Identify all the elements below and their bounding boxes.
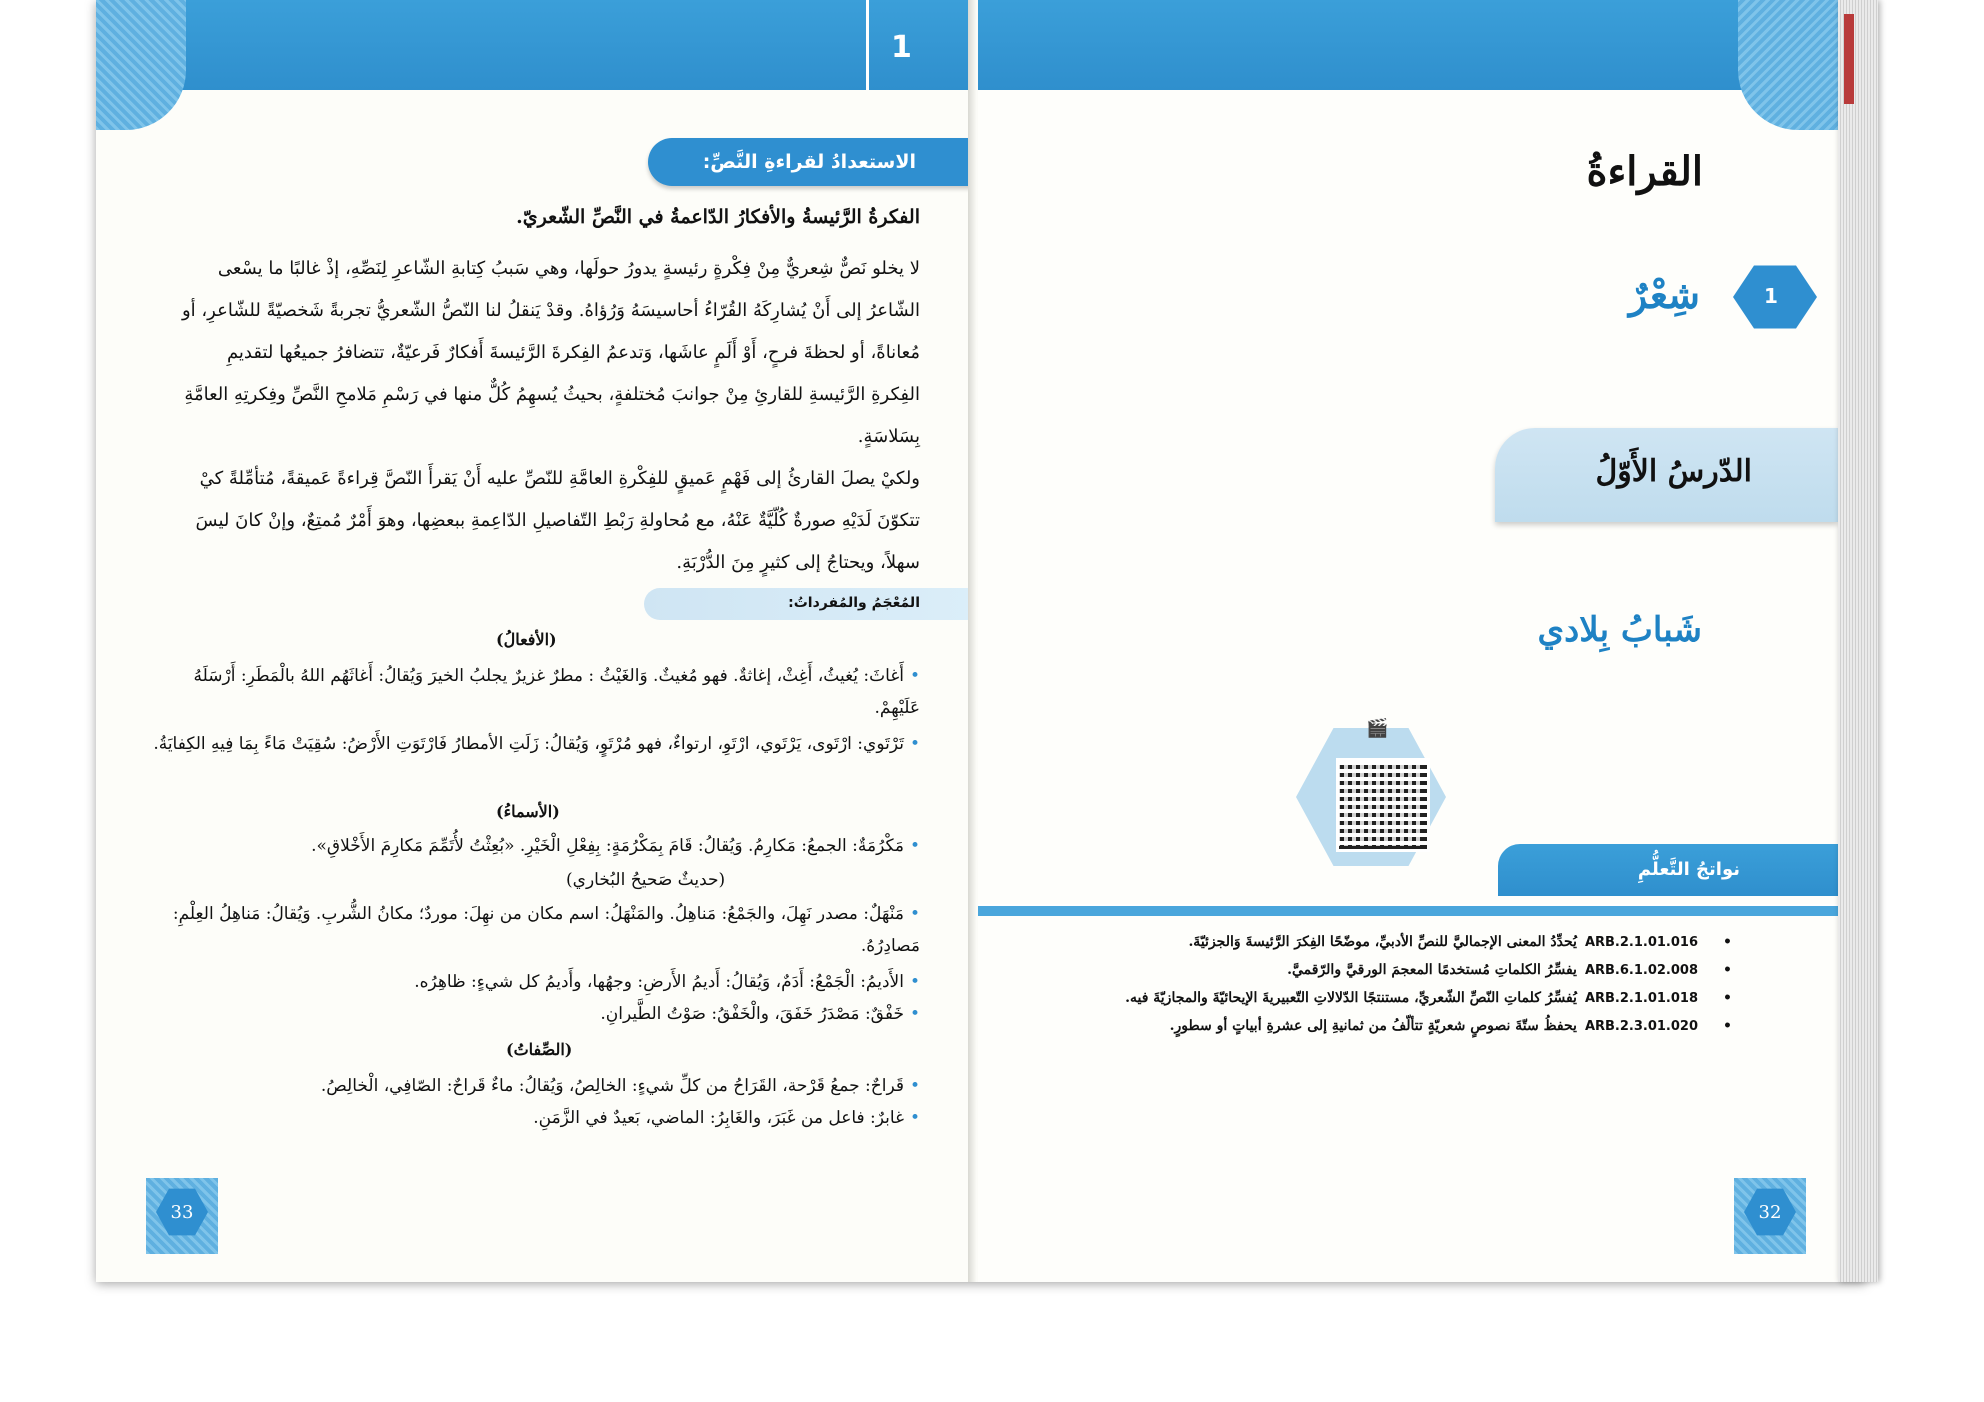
corner-texture bbox=[96, 0, 186, 130]
corner-texture bbox=[1738, 0, 1838, 130]
bullet-dot-icon: • bbox=[909, 1076, 920, 1096]
entry-text: مَنْهَلٌ: مصدر نَهِلَ، والجَمْعُ: مَناهِلُ. والمَنْهَلُ: اسم مكان من نهِلَ: موردٌ؛ مكانُ الشُّربِ. وَيُقالُ: مَناهِلُ العِلْمِ: مَصادِرُهُ. bbox=[172, 904, 920, 956]
entry-text: مَكْرُمَةٌ: الجمعُ: مَكارِمُ. وَيُقالُ: قَامَ بِمَكْرُمَةٍ: بِفِعْلِ الْخَيْرِ. «بُعِثْتُ لأُتَمِّمَ مَكارِمَ الأَخْلاقِ». bbox=[311, 836, 904, 856]
bullet-dot-icon: • bbox=[909, 1108, 920, 1128]
vocab-entry bbox=[150, 830, 920, 862]
right-header-band bbox=[978, 0, 1838, 90]
lead-heading: الفكرةُ الرَّئيسةُ والأفكارُ الدّاعمةُ في النَّصِّ الشّعريّ. bbox=[516, 206, 920, 228]
page-edges bbox=[1838, 0, 1878, 1282]
outcome-text: يفسِّرُ الكلماتِ مُستخدمًا المعجمَ الورقيَّ والرّقميَّ. bbox=[1287, 962, 1577, 978]
entry-text: قَراحٌ: جمعُ قَرْحة، القَرَاحُ من كلِّ شيءٍ: الخالِصُ، وَيُقالُ: ماءٌ قَراحٌ: الصّافِي، الْخالِصُ. bbox=[320, 1076, 904, 1096]
page-number: 33 bbox=[170, 1202, 194, 1223]
vocab-entry bbox=[150, 660, 920, 724]
outcomes-heading: نواتجُ التَّعلُّمِ bbox=[1637, 859, 1740, 880]
verbs-label: (الأفعالُ) bbox=[496, 630, 557, 649]
qr-code-pattern bbox=[1336, 758, 1424, 846]
unit-label: شِعْرٌ bbox=[1628, 272, 1700, 317]
paragraph-1: لا يخلو نَصٌّ شِعريٌّ مِنْ فِكْرةٍ رئيسةٍ يدورُ حولَها، وهي سَببُ كِتابةِ الشّاعرِ لِنَصِّهِ، إذْ غالبًا ما يسْعى الشّاعرُ إلى أَنْ يُشارِكَهُ القُرّاءُ أحاسيسَهُ وَرُؤاهُ. وقدْ يَنقلُ لنا النّصُّ الشّعريُّ تجربةً شَخصيّةً للشّاعرِ، أو مُعاناةً، أو لحظةَ فرحٍ، أَوْ أَلَمٍ عاشَها، وَتدعمُ الفِكرةَ الرَّئيسةَ أَفكارٌ فَرعيّةٌ، تتضافرُ جميعُها لتقديمِ الفِكرةِ الرَّئيسةِ للقارئِ مِنْ جوانبَ مُختلفةٍ، بحيثُ يُسهِمُ كُلٌّ منها في رَسْمِ مَلامحِ النَّصِّ وفِكرتِهِ العامَّةِ بِسَلاسَةٍ. bbox=[181, 258, 920, 447]
bullet-dot-icon: • bbox=[909, 666, 920, 686]
bullet-dot-icon: • bbox=[909, 1004, 920, 1024]
section-heading-pill bbox=[648, 138, 976, 186]
entry-text: تَرْتَوي: ارْتَوى، يَرْتَوي، ارْتَوِ، ارتواءٌ، فهو مُرْتَوٍ، وَيُقالُ: زَلَتِ الأمطارُ فَارْتَوَتِ الأَرْضُ: سُقِيَتْ مَاءً بِمَا فِيهِ الكِفايَةُ. bbox=[153, 734, 904, 754]
bullet-dot-icon: • bbox=[909, 972, 920, 992]
vocab-entry bbox=[150, 966, 920, 998]
video-clapper-icon: 🎬 bbox=[1366, 718, 1389, 739]
bullet-dot-icon: • bbox=[1723, 1018, 1732, 1034]
vocab-heading-bar bbox=[644, 588, 976, 620]
outcome-code: ARB.6.1.02.008 bbox=[1584, 963, 1698, 978]
header-number: 1 bbox=[891, 30, 912, 65]
adjectives-label: (الصِّفاتُ) bbox=[506, 1040, 573, 1059]
vocab-entry bbox=[150, 1070, 920, 1102]
outcome-item bbox=[998, 934, 1732, 962]
nouns-label: (الأسماءُ) bbox=[496, 802, 560, 821]
poem-title: شَبابُ بِلادي bbox=[1537, 610, 1702, 650]
lesson-banner bbox=[1495, 428, 1838, 522]
entry-text: غابرٌ: فاعل من غَبَرَ، والغَابِرُ: الماضي، بَعيدٌ في الزَّمَنِ. bbox=[533, 1108, 904, 1128]
page-number-badge bbox=[146, 1178, 218, 1254]
outcomes-tab bbox=[1498, 844, 1838, 896]
outcome-item bbox=[998, 1018, 1732, 1046]
outcome-item bbox=[998, 990, 1732, 1018]
unit-number: 1 bbox=[1764, 284, 1778, 308]
vocab-entry bbox=[150, 1102, 920, 1134]
citation: (حديثٌ صَحيحُ البُخاري) bbox=[566, 870, 726, 890]
bookmark-ribbon bbox=[1844, 14, 1854, 104]
bullet-dot-icon: • bbox=[1723, 934, 1732, 950]
bullet-dot-icon: • bbox=[909, 734, 920, 754]
vocab-heading: المُعْجَمُ والمُفرداتُ: bbox=[788, 595, 920, 611]
bullet-dot-icon: • bbox=[1723, 990, 1732, 1006]
vocab-entry bbox=[150, 998, 920, 1030]
page-number: 32 bbox=[1758, 1202, 1782, 1223]
outcomes-list bbox=[998, 934, 1732, 1046]
entry-text: أَغاثَ: يُغيثُ، أَغِثْ، إغاثةٌ. فهو مُغيثٌ. وَالغَيْثُ : مطرٌ غزيرٌ يجلبُ الخيرَ وَيُقالُ: أَغاثَهُم اللهُ بالْمَطَرِ: أَرْسَلَهُ عَلَيْهِمْ. bbox=[193, 666, 920, 718]
outcomes-rule bbox=[978, 904, 1838, 916]
outcome-code: ARB.2.1.01.016 bbox=[1584, 935, 1698, 950]
page-title: القراءةُ bbox=[1586, 148, 1703, 195]
bullet-dot-icon: • bbox=[1723, 962, 1732, 978]
bullet-dot-icon: • bbox=[909, 836, 920, 856]
page-number-badge bbox=[1734, 1178, 1806, 1254]
vocab-entry bbox=[150, 898, 920, 962]
vocab-entry bbox=[150, 728, 920, 760]
outcome-code: ARB.2.3.01.020 bbox=[1584, 1019, 1698, 1034]
outcome-text: يُحدِّدُ المعنى الإجماليَّ للنصِّ الأدبيِّ، موضّحًا الفِكرَ الرَّئيسةَ وَالجزئيّةَ. bbox=[1188, 934, 1577, 950]
section-heading: الاستعدادُ لقراءةِ النَّصِّ: bbox=[702, 151, 916, 173]
header-divider bbox=[866, 0, 869, 90]
outcome-item bbox=[998, 962, 1732, 990]
bullet-dot-icon: • bbox=[909, 904, 920, 924]
paragraph-2: ولكيْ يصلَ القارئُ إلى فَهْمٍ عَميقٍ للفِكْرةِ العامَّةِ للنّصِّ عليه أَنْ يَقرأَ النّصَّ قِراءةً عَميقةً، مُتأمِّلةً كيْ تتكوّنَ لَدَيْهِ صورةٌ كُلّيَّةٌ عَنْهُ، مع مُحاولةِ رَبْطِ التّفاصيلِ الدّاعِمةِ ببعضِها، وهوَ أَمْرٌ مُمتِعٌ، وإنْ كانَ ليسَ سهلاً، ويحتاجُ إلى كثيرٍ مِنَ الدُّرْبَةِ. bbox=[195, 468, 920, 573]
left-header-band bbox=[96, 0, 976, 90]
lesson-label: الدّرسُ الأَوّلُ bbox=[1595, 454, 1752, 489]
entry-text: خَفْقٌ: مَصْدَرُ خَفَقَ، والْخَفْقُ: صَوْتُ الطَّيرانِ. bbox=[600, 1004, 904, 1024]
left-page bbox=[96, 0, 976, 1282]
outcome-text: يحفظُ ستّةَ نصوصٍ شعريّةٍ تتألّفُ من ثمانيةِ إلى عشرةِ أبياتٍ أو سطورٍ. bbox=[1169, 1018, 1577, 1034]
outcome-text: يُفسِّرُ كلماتِ النّصِّ الشّعريِّ، مستنتجًا الدّلالاتِ التّعبيريةَ الإيحائيّةَ والمجازيّةَ فيه. bbox=[1125, 990, 1577, 1006]
right-page bbox=[978, 0, 1838, 1282]
entry-text: الأَديمُ: الْجَمْعُ: أَدَمٌ، وَيُقالُ: أَديمُ الأَرضِ: وجهُها، وأَديمُ كل شيءٍ: ظاهِرُه. bbox=[414, 972, 904, 992]
outcome-code: ARB.2.1.01.018 bbox=[1584, 991, 1698, 1006]
